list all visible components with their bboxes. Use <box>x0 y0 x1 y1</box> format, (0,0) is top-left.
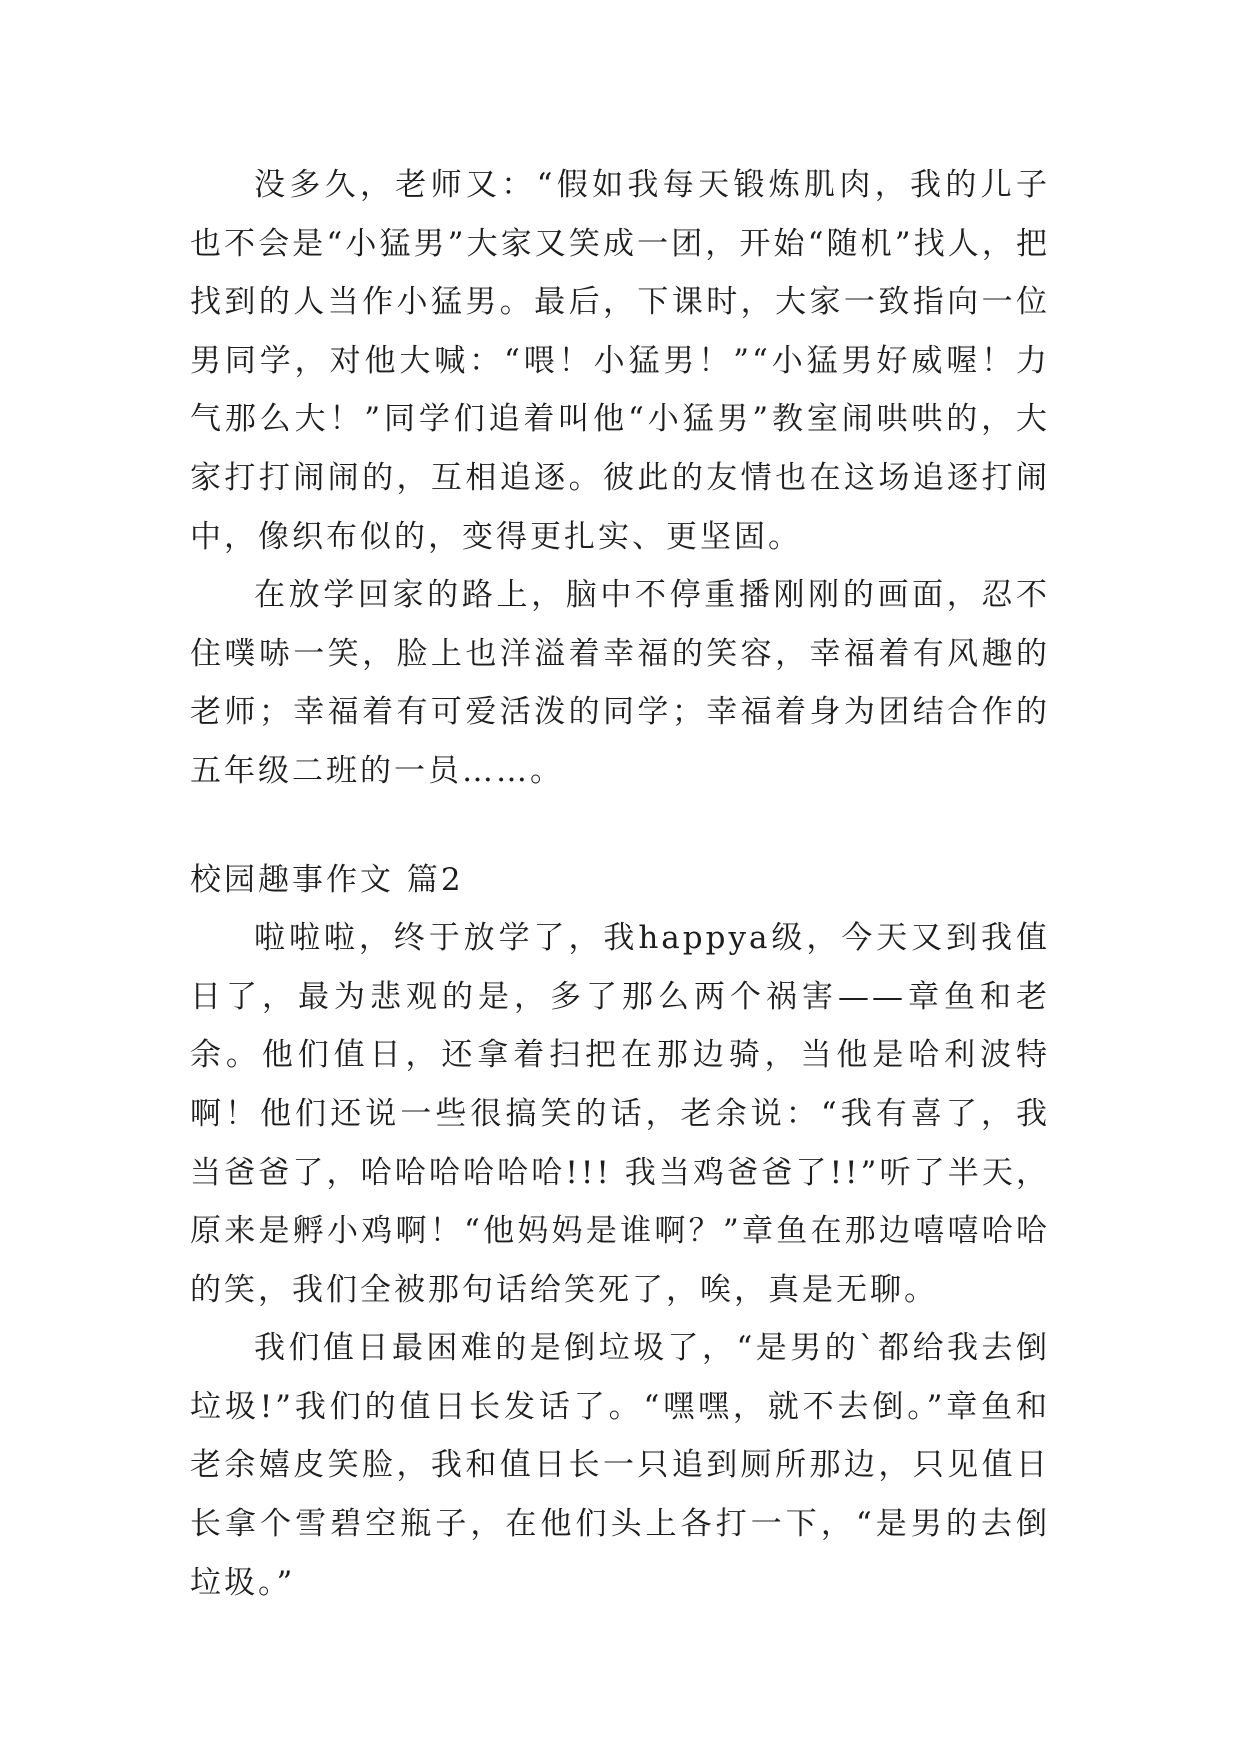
paragraph: 我们值日最困难的是倒垃圾了，“是男的`都给我去倒垃圾!”我们的值日长发话了。“嘿嘿，就不去倒。”章鱼和老余嬉皮笑脸，我和值日长一只追到厕所那边，只见值日长拿个雪碧空瓶子，在他们头上各打一下，“是男的去倒垃圾。” <box>190 1330 1050 1601</box>
paragraph: 啦啦啦，终于放学了，我happya级，今天又到我值日了，最为悲观的是，多了那么两个祸害——章鱼和老余。他们值日，还拿着扫把在那边骑，当他是哈利波特啊！他们还说一些很搞笑的话，老余说：“我有喜了，我当爸爸了，哈哈哈哈哈哈!!! 我当鸡爸爸了!!”听了半天，原来是孵小鸡啊！“他妈妈是谁啊？”章鱼在那边嘻嘻哈哈的笑，我们全被那句话给笑死了，唉，真是无聊。 <box>190 920 1050 1308</box>
section-heading: 校园趣事作文 篇2 <box>190 861 464 898</box>
paragraph: 没多久，老师又：“假如我每天锻炼肌肉，我的儿子也不会是“小猛男”大家又笑成一团，开始“随机”找人，把找到的人当作小猛男。最后，下课时，大家一致指向一位男同学，对他大喊：“喂！小猛男！”“小猛男好威喔！力气那么大！”同学们追着叫他“小猛男”教室闹哄哄的，大家打打闹闹的，互相追逐。彼此的友情也在这场追逐打闹中，像织布似的，变得更扎实、更坚固。 <box>190 167 1050 555</box>
document-body <box>190 156 1050 1612</box>
paragraph: 在放学回家的路上，脑中不停重播刚刚的画面，忍不住噗哧一笑，脸上也洋溢着幸福的笑容，幸福着有风趣的老师；幸福着有可爱活泼的同学；幸福着身为团结合作的五年级二班的一员……。 <box>190 577 1050 789</box>
